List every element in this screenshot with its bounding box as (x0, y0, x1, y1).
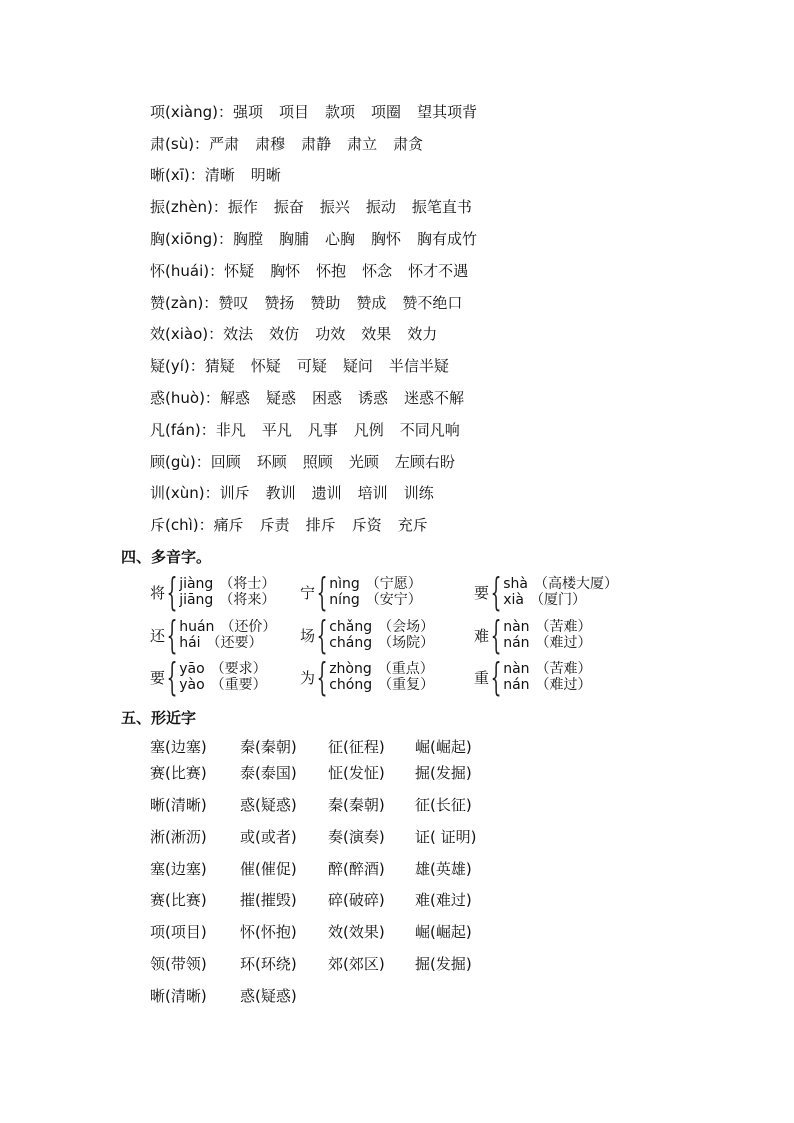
vocab-line (150, 259, 484, 283)
vocab-pinyin: yí (170, 357, 184, 375)
similar-cell: 效(效果) (328, 923, 385, 941)
polyphone-item (300, 572, 422, 612)
polyphone-reading (503, 661, 591, 677)
vocab-pinyin: fán (170, 421, 195, 439)
vocab-head (150, 132, 209, 156)
reading-word: （厦门） (529, 592, 586, 608)
polyphone-reading (503, 592, 618, 608)
vocab-head (150, 513, 214, 537)
vocab-word: 胸怀 (270, 262, 301, 280)
reading-pinyin: nìng (329, 576, 360, 592)
vocab-head (150, 322, 223, 346)
polyphone-reading (329, 635, 434, 651)
paren: )： (199, 389, 220, 407)
vocab-line (150, 100, 493, 124)
vocab-words (233, 103, 493, 121)
vocab-word: 效力 (407, 325, 438, 343)
reading-pinyin: hái (179, 635, 201, 651)
brace-icon: { (316, 655, 328, 699)
similar-cell: 泰(泰国) (240, 764, 297, 782)
vocab-word: 胸有成竹 (417, 230, 478, 248)
reading-word: （将来） (219, 592, 276, 608)
paren: )： (183, 357, 205, 375)
vocab-line (150, 418, 476, 442)
paren: )： (207, 198, 228, 216)
similar-cell: 塞(边塞) (150, 738, 207, 756)
paren: )： (188, 135, 210, 153)
paren: ( (165, 230, 171, 248)
vocab-char: 胸 (150, 230, 166, 248)
polyphone-char: 还 (150, 626, 166, 645)
vocab-char: 晰 (150, 166, 166, 184)
polyphone-readings (503, 619, 591, 651)
vocab-words (205, 166, 297, 184)
vocab-word: 排斥 (305, 516, 336, 534)
vocab-char: 效 (150, 325, 166, 343)
similar-cell: 雄(英雄) (415, 860, 472, 878)
vocab-word: 怀才不遇 (408, 262, 469, 280)
vocab-pinyin: xiōng (170, 230, 213, 248)
vocab-word: 可疑 (296, 357, 327, 375)
reading-pinyin: jiāng (179, 592, 214, 608)
polyphone-reading (179, 576, 275, 592)
vocab-word: 疑惑 (265, 389, 296, 407)
paren: )： (212, 230, 233, 248)
vocab-char: 振 (150, 198, 166, 216)
vocab-word: 半信半疑 (388, 357, 449, 375)
vocab-head (150, 354, 205, 378)
paren: ( (165, 262, 171, 280)
similar-cell: 淅(淅沥) (150, 828, 207, 846)
similar-cell: 催(催促) (240, 860, 297, 878)
vocab-words (223, 325, 453, 343)
polyphone-reading (179, 619, 276, 635)
polyphone-readings (329, 576, 422, 608)
vocab-char: 训 (150, 484, 166, 502)
vocab-pinyin: zhèn (170, 198, 207, 216)
brace-icon: { (166, 655, 178, 699)
paren: ( (165, 325, 171, 343)
polyphone-readings (329, 661, 434, 693)
reading-pinyin: shà (503, 576, 528, 592)
brace-icon: { (166, 613, 178, 657)
reading-pinyin: níng (329, 592, 360, 608)
vocab-word: 振动 (365, 198, 396, 216)
vocab-word: 培训 (357, 484, 388, 502)
vocab-char: 疑 (150, 357, 166, 375)
similar-cell: 郊(郊区) (328, 955, 385, 973)
paren: )： (194, 421, 216, 439)
reading-word: （难过） (535, 677, 592, 693)
vocab-words (228, 198, 488, 216)
similar-cell: 醉(醉酒) (328, 860, 385, 878)
vocab-words (214, 516, 444, 534)
polyphone-char: 要 (474, 583, 490, 602)
reading-pinyin: chóng (329, 677, 373, 693)
vocab-word: 斥资 (351, 516, 382, 534)
vocab-pinyin: xī (170, 166, 184, 184)
vocab-words (220, 484, 450, 502)
vocab-char: 斥 (150, 516, 166, 534)
vocab-line (150, 163, 297, 187)
vocab-words (220, 389, 480, 407)
vocab-word: 肃穆 (255, 135, 286, 153)
vocab-word: 明晰 (250, 166, 281, 184)
polyphone-reading (179, 677, 266, 693)
vocab-word: 回顾 (210, 453, 241, 471)
similar-cell: 或(或者) (240, 828, 297, 846)
reading-word: （安宁） (365, 592, 422, 608)
vocab-line (150, 450, 471, 474)
vocab-char: 惑 (150, 389, 166, 407)
vocab-word: 项目 (279, 103, 310, 121)
vocab-word: 肃贪 (393, 135, 424, 153)
vocab-head (150, 450, 211, 474)
paren: ( (165, 389, 171, 407)
brace-icon: { (490, 570, 502, 614)
vocab-word: 赞助 (310, 294, 341, 312)
vocab-line (150, 481, 450, 505)
paren: ( (165, 135, 171, 153)
vocab-word: 痛斥 (213, 516, 244, 534)
polyphone-reading (503, 635, 591, 651)
polyphone-reading (179, 592, 275, 608)
reading-word: （重复） (378, 677, 435, 693)
vocab-word: 效法 (223, 325, 254, 343)
vocab-head (150, 291, 218, 315)
vocab-word: 怀念 (362, 262, 393, 280)
reading-pinyin: jiàng (179, 576, 214, 592)
similar-cell: 碎(破碎) (328, 891, 385, 909)
similar-cell: 惑(疑惑) (240, 796, 297, 814)
vocab-pinyin: xiàng (170, 103, 213, 121)
polyphone-reading (503, 576, 618, 592)
vocab-word: 振奋 (273, 198, 304, 216)
polyphone-char: 为 (300, 668, 316, 687)
vocab-word: 振兴 (319, 198, 350, 216)
vocab-word: 遗训 (311, 484, 342, 502)
polyphone-readings (329, 619, 434, 651)
reading-pinyin: yào (179, 677, 205, 693)
polyphone-item (474, 657, 592, 697)
reading-word: （苦难） (535, 619, 592, 635)
polyphone-char: 宁 (300, 583, 316, 602)
polyphone-char: 将 (150, 583, 166, 602)
vocab-words (205, 357, 465, 375)
vocab-pinyin: huò (170, 389, 200, 407)
vocab-char: 怀 (150, 262, 166, 280)
vocab-head (150, 227, 233, 251)
paren: ( (165, 453, 171, 471)
reading-pinyin: xià (503, 592, 524, 608)
vocab-head (150, 100, 233, 124)
vocab-word: 怀疑 (224, 262, 255, 280)
brace-icon: { (490, 613, 502, 657)
vocab-pinyin: chì (170, 516, 193, 534)
similar-cell: 怀(怀抱) (240, 923, 297, 941)
paren: ( (165, 516, 171, 534)
reading-word: （重点） (377, 661, 434, 677)
vocab-char: 项 (150, 103, 166, 121)
vocab-word: 项圈 (371, 103, 402, 121)
paren: )： (212, 103, 233, 121)
paren: )： (197, 294, 219, 312)
reading-pinyin: yāo (179, 661, 205, 677)
vocab-word: 左顾右盼 (394, 453, 455, 471)
brace-icon: { (166, 570, 178, 614)
vocab-word: 疑问 (342, 357, 373, 375)
vocab-words (216, 421, 476, 439)
reading-pinyin: nán (503, 677, 530, 693)
paren: )： (198, 484, 220, 502)
polyphone-readings (503, 661, 591, 693)
vocab-word: 赞扬 (264, 294, 295, 312)
polyphone-reading (503, 619, 591, 635)
polyphone-char: 场 (300, 626, 316, 645)
vocab-word: 功效 (315, 325, 346, 343)
brace-icon: { (490, 655, 502, 699)
vocab-pinyin: xiào (170, 325, 203, 343)
vocab-line (150, 132, 439, 156)
similar-cell: 晰(清晰) (150, 987, 207, 1005)
section-5-title: 五、形近字 (121, 709, 197, 727)
polyphone-item (300, 657, 434, 697)
vocab-word: 迷惑不解 (404, 389, 465, 407)
reading-pinyin: chǎng (329, 619, 373, 635)
vocab-word: 困惑 (311, 389, 342, 407)
similar-cell: 征(征程) (328, 738, 385, 756)
paren: ( (165, 421, 171, 439)
vocab-words (218, 294, 478, 312)
vocab-word: 赞不绝口 (402, 294, 463, 312)
similar-cell: 赛(比赛) (150, 891, 207, 909)
vocab-words (224, 262, 484, 280)
vocab-char: 顾 (150, 453, 166, 471)
vocab-word: 款项 (325, 103, 356, 121)
reading-pinyin: cháng (329, 635, 373, 651)
vocab-words (209, 135, 439, 153)
polyphone-item (474, 572, 618, 612)
vocab-char: 肃 (150, 135, 166, 153)
polyphone-item (474, 615, 592, 655)
polyphone-readings (179, 619, 276, 651)
vocab-word: 训斥 (219, 484, 250, 502)
vocab-words (211, 453, 471, 471)
vocab-word: 胸脯 (279, 230, 310, 248)
vocab-word: 肃立 (347, 135, 378, 153)
vocab-line (150, 322, 453, 346)
vocab-word: 望其项背 (417, 103, 478, 121)
brace-icon: { (316, 570, 328, 614)
vocab-word: 非凡 (215, 421, 246, 439)
reading-word: （场院） (378, 635, 435, 651)
polyphone-char: 要 (150, 668, 166, 687)
similar-cell: 怔(发怔) (328, 764, 385, 782)
reading-pinyin: nán (503, 635, 530, 651)
section-4-title: 四、多音字。 (121, 548, 212, 566)
paren: ( (165, 166, 171, 184)
polyphone-reading (503, 677, 591, 693)
reading-pinyin: nàn (503, 661, 530, 677)
vocab-word: 环顾 (256, 453, 287, 471)
vocab-word: 怀抱 (316, 262, 347, 280)
vocab-word: 效果 (361, 325, 392, 343)
polyphone-readings (179, 576, 275, 608)
similar-cell: 难(难过) (415, 891, 472, 909)
vocab-word: 振作 (227, 198, 258, 216)
vocab-head (150, 259, 224, 283)
reading-word: （宁愿） (365, 576, 422, 592)
reading-word: （难过） (535, 635, 592, 651)
vocab-word: 怀疑 (250, 357, 281, 375)
similar-cell: 掘(发掘) (415, 764, 472, 782)
similar-cell: 环(环绕) (240, 955, 297, 973)
similar-cell: 征(长征) (415, 796, 472, 814)
polyphone-reading (329, 619, 434, 635)
vocab-head (150, 418, 216, 442)
vocab-word: 训练 (403, 484, 434, 502)
paren: )： (189, 453, 211, 471)
vocab-char: 凡 (150, 421, 166, 439)
similar-cell: 惑(疑惑) (240, 987, 297, 1005)
vocab-word: 教训 (265, 484, 296, 502)
brace-icon: { (316, 613, 328, 657)
reading-word: （苦难） (535, 661, 592, 677)
similar-cell: 证( 证明) (415, 828, 477, 846)
vocab-word: 诱惑 (357, 389, 388, 407)
vocab-head (150, 481, 220, 505)
polyphone-char: 难 (474, 626, 490, 645)
vocab-word: 解惑 (219, 389, 250, 407)
vocab-line (150, 513, 444, 537)
vocab-word: 强项 (233, 103, 264, 121)
similar-cell: 崛(崛起) (415, 923, 472, 941)
vocab-line (150, 354, 465, 378)
vocab-word: 赞成 (356, 294, 387, 312)
reading-word: （还价） (220, 619, 277, 635)
vocab-head (150, 163, 205, 187)
paren: )： (202, 325, 224, 343)
similar-cell: 项(项目) (150, 923, 207, 941)
vocab-line (150, 386, 480, 410)
polyphone-reading (179, 661, 266, 677)
reading-pinyin: zhòng (329, 661, 372, 677)
reading-word: （将士） (219, 576, 276, 592)
vocab-word: 严肃 (209, 135, 240, 153)
polyphone-reading (329, 576, 422, 592)
similar-cell: 奏(演奏) (328, 828, 385, 846)
similar-cell: 摧(摧毁) (240, 891, 297, 909)
similar-cell: 塞(边塞) (150, 860, 207, 878)
vocab-word: 不同凡响 (399, 421, 460, 439)
vocab-word: 效仿 (269, 325, 300, 343)
reading-pinyin: nàn (503, 619, 530, 635)
polyphone-readings (503, 576, 618, 608)
similar-cell: 赛(比赛) (150, 764, 207, 782)
vocab-word: 光顾 (348, 453, 379, 471)
vocab-word: 胸怀 (371, 230, 402, 248)
vocab-head (150, 386, 220, 410)
vocab-word: 肃静 (301, 135, 332, 153)
reading-word: （要求） (210, 661, 267, 677)
vocab-pinyin: gù (170, 453, 190, 471)
vocab-line (150, 291, 478, 315)
polyphone-reading (179, 635, 276, 651)
vocab-words (233, 230, 493, 248)
vocab-pinyin: xùn (170, 484, 199, 502)
polyphone-reading (329, 677, 434, 693)
reading-word: （会场） (378, 619, 435, 635)
reading-pinyin: huán (179, 619, 215, 635)
vocab-word: 清晰 (204, 166, 235, 184)
vocab-word: 照顾 (302, 453, 333, 471)
vocab-line (150, 195, 488, 219)
vocab-word: 猜疑 (204, 357, 235, 375)
polyphone-item (150, 615, 276, 655)
similar-cell: 秦(秦朝) (328, 796, 385, 814)
vocab-word: 心胸 (325, 230, 356, 248)
vocab-pinyin: zàn (170, 294, 198, 312)
similar-cell: 晰(清晰) (150, 796, 207, 814)
polyphone-item (300, 615, 434, 655)
vocab-word: 充斥 (397, 516, 428, 534)
polyphone-reading (329, 661, 434, 677)
reading-word: （还要） (206, 635, 263, 651)
reading-word: （重要） (210, 677, 267, 693)
vocab-word: 平凡 (261, 421, 292, 439)
similar-cell: 秦(秦朝) (240, 738, 297, 756)
similar-cell: 崛(崛起) (415, 738, 472, 756)
paren: ( (165, 198, 171, 216)
polyphone-item (150, 657, 267, 697)
paren: )： (203, 262, 225, 280)
paren: )： (183, 166, 205, 184)
similar-cell: 领(带领) (150, 955, 207, 973)
vocab-char: 赞 (150, 294, 166, 312)
vocab-pinyin: sù (170, 135, 189, 153)
polyphone-reading (329, 592, 422, 608)
paren: ( (165, 103, 171, 121)
polyphone-readings (179, 661, 266, 693)
paren: ( (165, 484, 171, 502)
vocab-word: 斥责 (259, 516, 290, 534)
vocab-word: 凡事 (307, 421, 338, 439)
polyphone-char: 重 (474, 668, 490, 687)
vocab-pinyin: huái (170, 262, 204, 280)
polyphone-item (150, 572, 275, 612)
vocab-head (150, 195, 228, 219)
reading-word: （高楼大厦） (533, 576, 618, 592)
vocab-word: 振笔直书 (411, 198, 472, 216)
paren: )： (192, 516, 214, 534)
similar-cell: 掘(发掘) (415, 955, 472, 973)
vocab-line (150, 227, 493, 251)
vocab-word: 凡例 (353, 421, 384, 439)
vocab-word: 胸膛 (232, 230, 263, 248)
paren: ( (165, 357, 171, 375)
vocab-word: 赞叹 (218, 294, 249, 312)
paren: ( (165, 294, 171, 312)
